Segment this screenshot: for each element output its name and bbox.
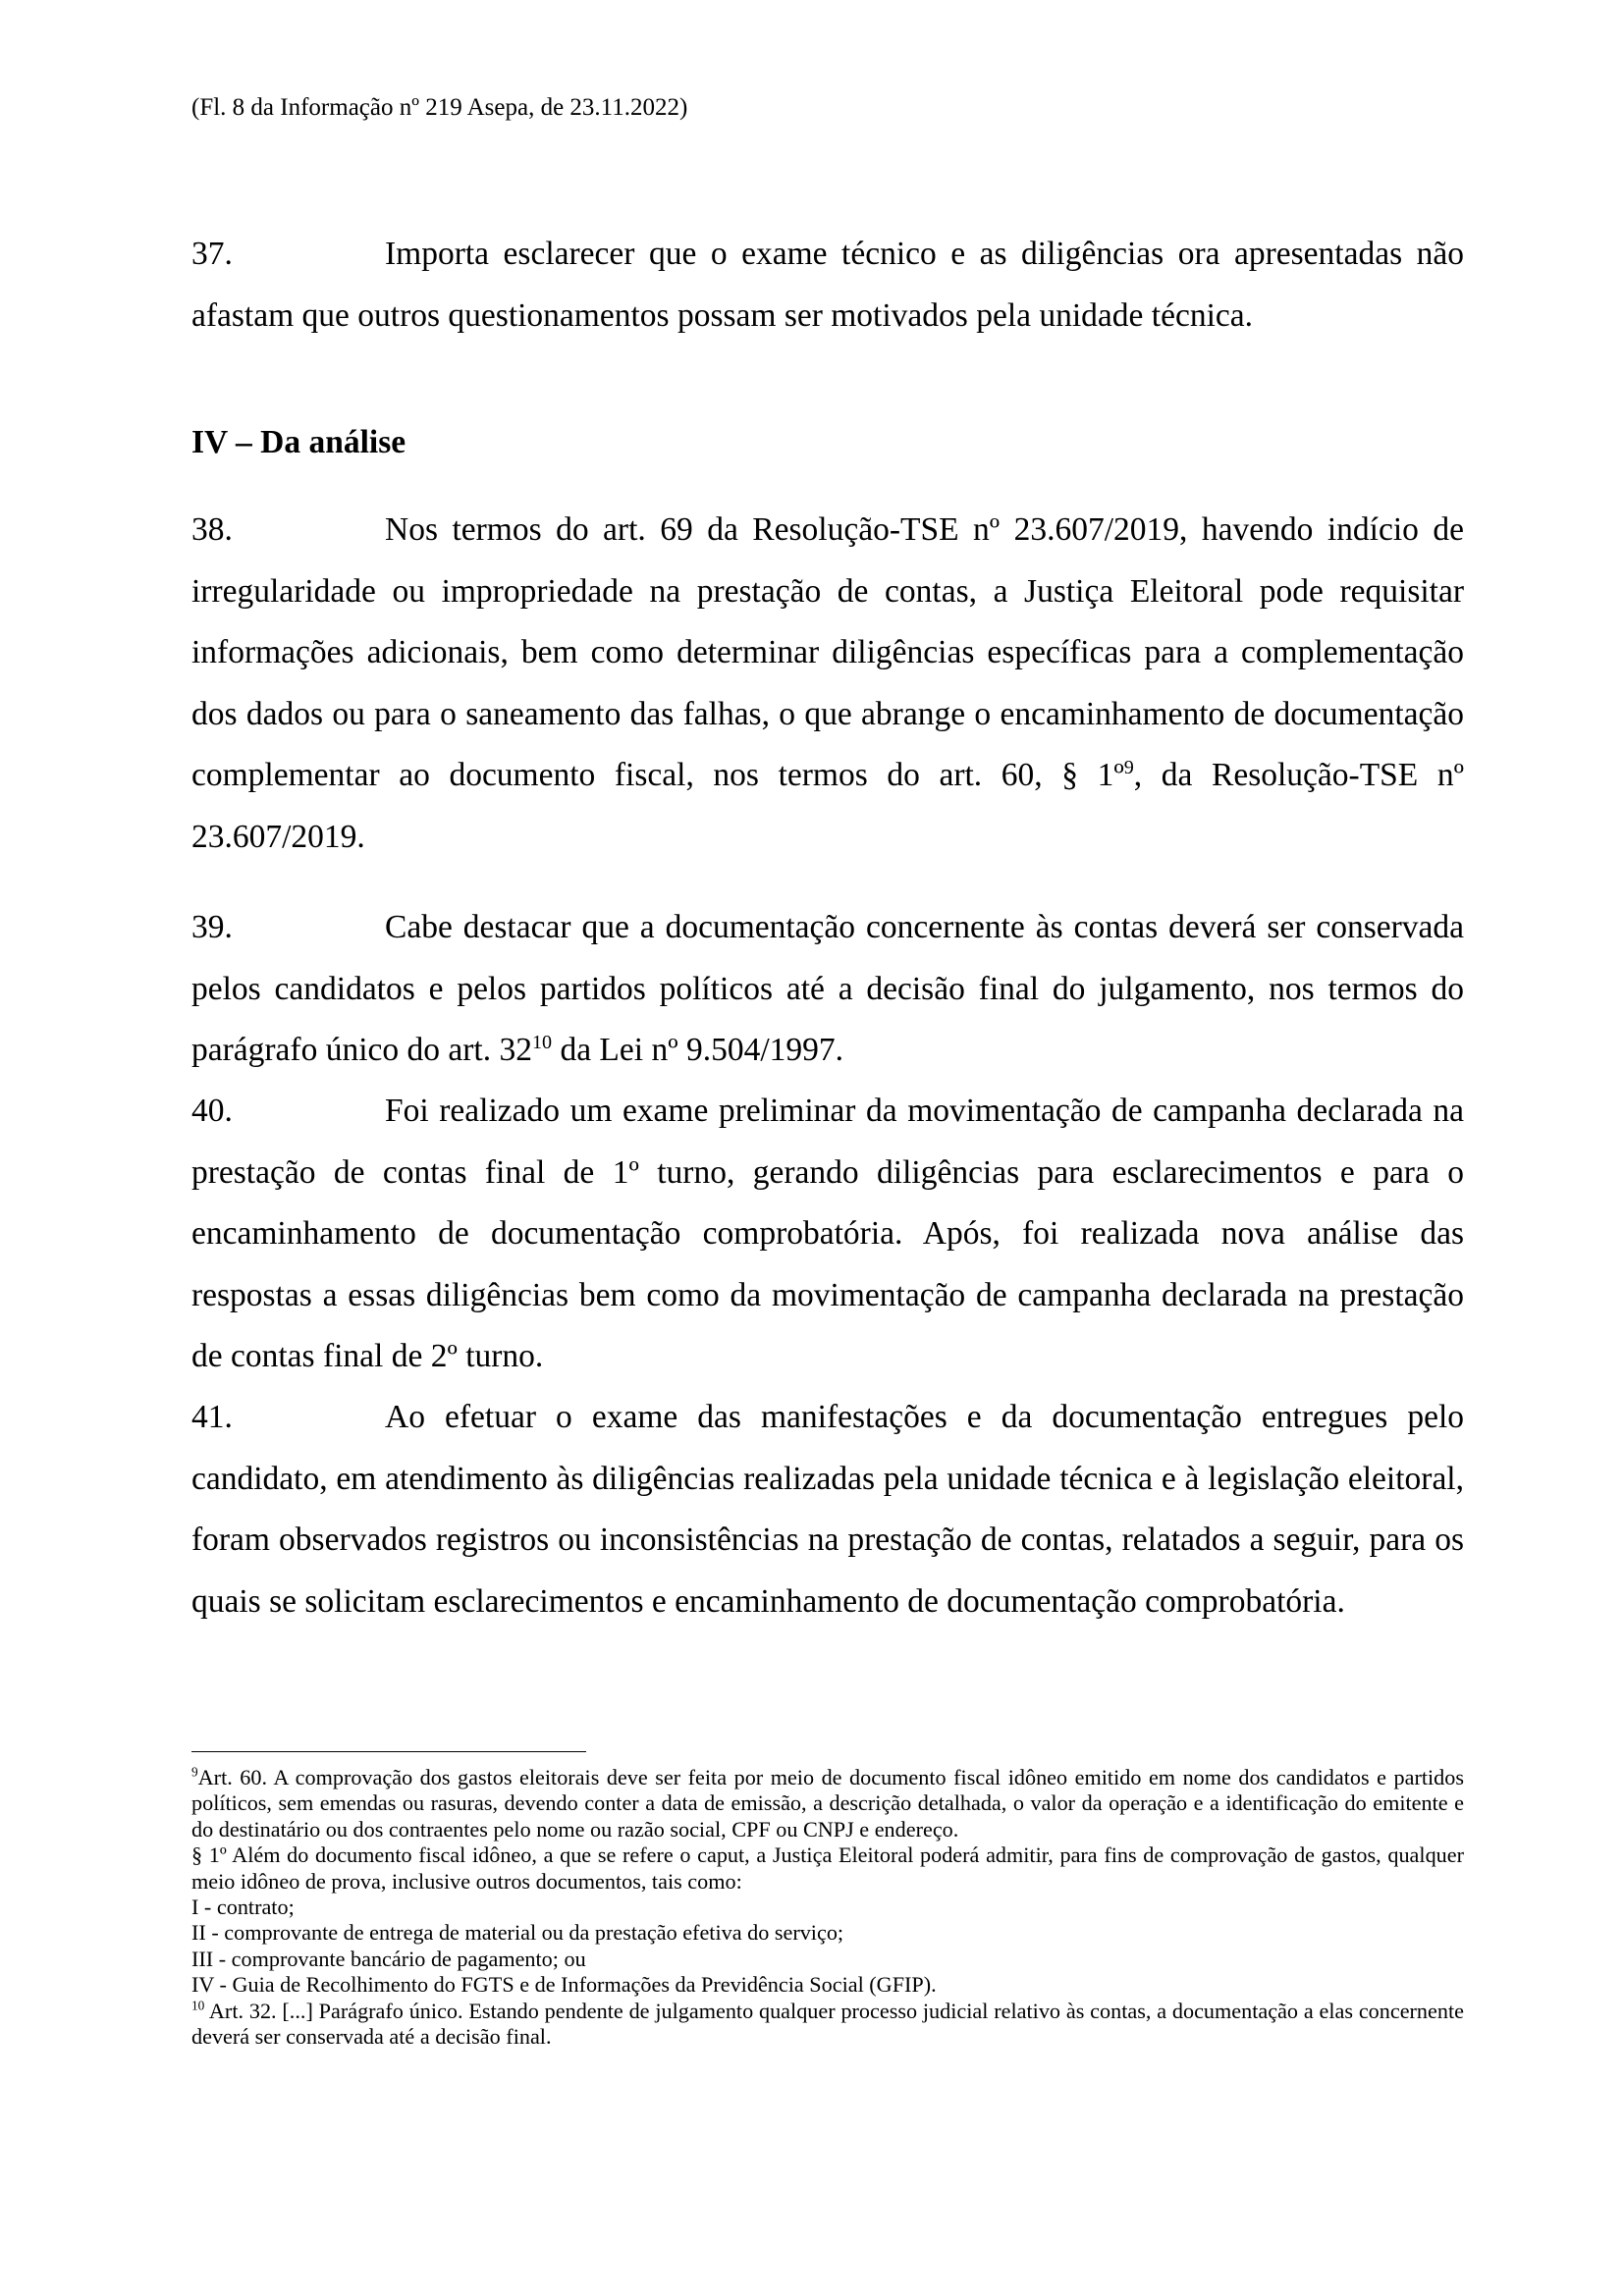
- paragraph-40: [191, 1081, 1464, 1388]
- footnote-9: [191, 1765, 1464, 1842]
- footnote-10: [191, 1999, 1464, 2051]
- paragraph-text: Nos termos do art. 69 da Resolução-TSE nº 23.607/2019, havendo indício de irregularidade ou impropriedade na prestação de contas, a Justiça Eleitoral pode requisitar informações adicionais, bem como determinar diligências específicas para a complementação dos dados ou para o saneamento das falhas, o que abrange o encaminhamento de documentação complementar ao documento fiscal, nos termos do art. 60, § 1º: [191, 511, 1464, 793]
- footnote-10-text: Art. 32. [...] Parágrafo único. Estando pendente de julgamento qualquer processo judicial relativo às contas, a documentação a elas concernente deverá ser conservada até a decisão final.: [191, 1998, 1464, 2050]
- paragraph-number: 39.: [191, 909, 233, 945]
- footnote-9-text: Art. 60. A comprovação dos gastos eleitorais deve ser feita por meio de documento fiscal idôneo emitido em nome dos candidatos e partidos políticos, sem emendas ou rasuras, devendo conter a data de emissão, a descrição detalhada, o valor da operação e a identificação do emitente e do destinatário ou dos contraentes pelo nome ou razão social, CPF ou CNPJ e endereço.: [191, 1765, 1464, 1842]
- paragraph-text: Importa esclarecer que o exame técnico e as diligências ora apresentadas não afastam que outros questionamentos possam ser motivados pela unidade técnica.: [191, 236, 1464, 334]
- footnote-mark-9: 9: [191, 1764, 198, 1780]
- footnote-mark-10: 10: [191, 1998, 205, 2013]
- footnote-ref-9[interactable]: 9: [1123, 756, 1134, 778]
- paragraph-41: [191, 1387, 1464, 1632]
- footnote-9-item: III - comprovante bancário de pagamento; ou: [191, 1946, 586, 1971]
- paragraph-38: [191, 500, 1464, 868]
- page-header: (Fl. 8 da Informação nº 219 Asepa, de 23.11.2022): [191, 94, 688, 121]
- footnote-9-item: I - contrato;: [191, 1895, 295, 1920]
- paragraph-number: 40.: [191, 1093, 233, 1129]
- paragraph-39: [191, 897, 1464, 1082]
- paragraph-text: Foi realizado um exame preliminar da movimentação de campanha declarada na prestação de contas final de 1º turno, gerando diligências para esclarecimentos e para o encaminhamento de documentação comprobatória. Após, foi realizada nova análise das respostas a essas diligências bem como da movimentação de campanha declarada na prestação de contas final de 2º turno.: [191, 1093, 1464, 1374]
- footnote-9-item: II - comprovante de entrega de material ou da prestação efetiva do serviço;: [191, 1920, 844, 1946]
- paragraph-37: [191, 224, 1464, 347]
- paragraph-number: 37.: [191, 236, 233, 272]
- section-title: IV – Da análise: [191, 424, 406, 460]
- paragraph-number: 41.: [191, 1399, 233, 1435]
- footnote-9-item: IV - Guia de Recolhimento do FGTS e de Informações da Previdência Social (GFIP).: [191, 1972, 937, 1998]
- paragraph-text: Ao efetuar o exame das manifestações e da documentação entregues pelo candidato, em atendimento às diligências realizadas pela unidade técnica e à legislação eleitoral, foram observados registros ou inconsistências na prestação de contas, relatados a seguir, para os quais se solicitam esclarecimentos e encaminhamento de documentação comprobatória.: [191, 1399, 1464, 1620]
- paragraph-number: 38.: [191, 511, 233, 548]
- paragraph-text-end: , da Resolução-TSE nº 23.607/2019.: [191, 757, 1465, 855]
- footnotes: [191, 1765, 1464, 2050]
- paragraph-text: Cabe destacar que a documentação concernente às contas deverá ser conservada pelos candidatos e pelos partidos políticos até a decisão final do julgamento, nos termos do parágrafo único do art. 32: [191, 909, 1464, 1068]
- footnote-ref-10[interactable]: 10: [531, 1031, 553, 1053]
- footnote-9-paragraph: § 1º Além do documento fiscal idôneo, a que se refere o caput, a Justiça Eleitoral poderá admitir, para fins de comprovação de gastos, qualquer meio idôneo de prova, inclusive outros documentos, tais como:: [191, 1842, 1464, 1894]
- paragraph-text-end: da Lei nº 9.504/1997.: [552, 1032, 844, 1068]
- footnote-separator: [191, 1751, 586, 1752]
